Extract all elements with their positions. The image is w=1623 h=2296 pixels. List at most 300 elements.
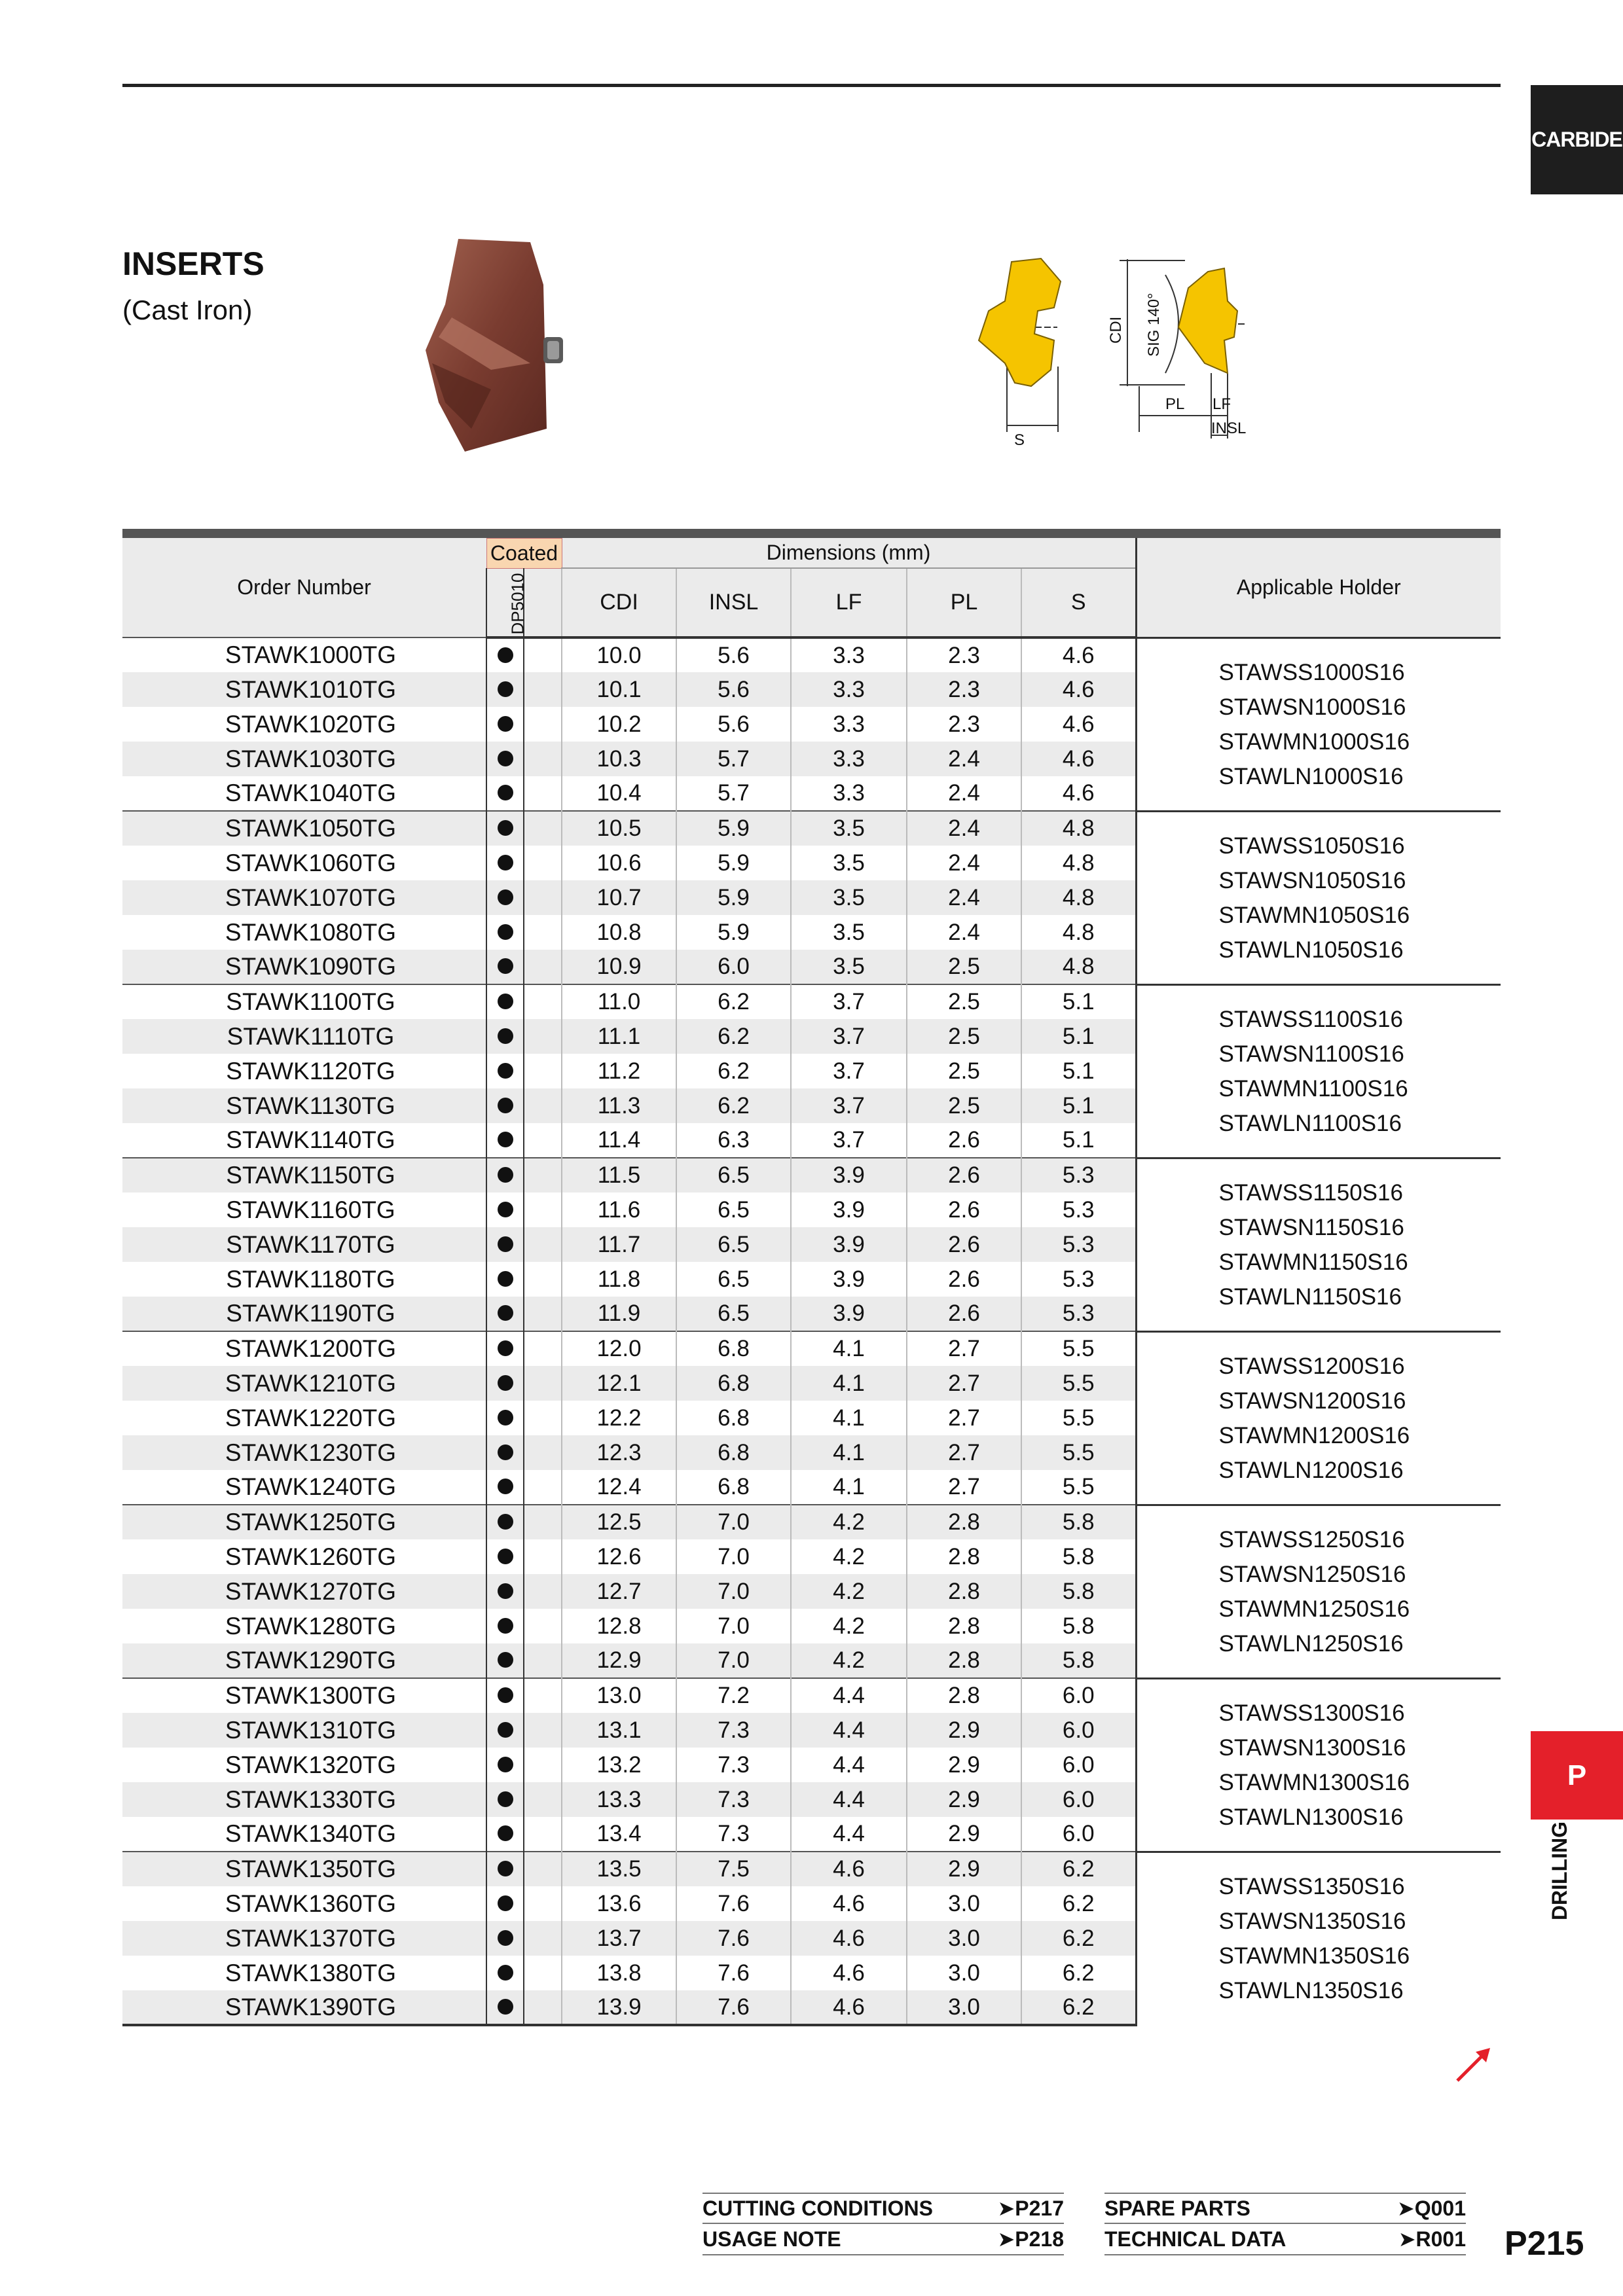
holder-code[interactable]: STAWSN1000S16 [1218,694,1406,720]
available-dot-icon [498,1098,513,1113]
s-cell: 5.3 [1021,1297,1136,1331]
cdi-cell: 12.3 [562,1435,676,1470]
insl-cell: 5.9 [676,915,791,950]
holder-code[interactable]: STAWSS1000S16 [1218,659,1405,685]
holder-code[interactable]: STAWMN1000S16 [1218,728,1410,755]
available-dot-icon [498,1167,513,1183]
pl-cell: 3.0 [907,1956,1021,1990]
insl-cell: 7.6 [676,1990,791,2025]
s-cell: 5.1 [1021,984,1136,1019]
available-dot-icon [498,889,513,905]
available-dot-icon [498,1479,513,1494]
page-subtitle: (Cast Iron) [122,295,253,325]
order-number-cell: STAWK1040TG [225,780,397,806]
s-cell: 6.2 [1021,1990,1136,2025]
available-dot-icon [498,958,513,974]
lf-cell: 3.9 [791,1227,907,1262]
pl-cell: 2.7 [907,1435,1021,1470]
order-number-cell: STAWK1350TG [122,1852,486,1886]
lf-cell: 3.3 [791,637,907,672]
order-number-cell: STAWK1060TG [225,849,397,876]
cdi-cell: 11.5 [562,1158,676,1193]
available-dot-icon [498,1375,513,1391]
order-number-cell: STAWK1240TG [225,1473,397,1500]
order-number-cell: STAWK1330TG [122,1782,486,1817]
holder-code[interactable]: STAWSN1050S16 [1218,867,1406,893]
availability-cell [486,1852,524,1886]
holder-code[interactable]: STAWLN1250S16 [1218,1630,1404,1657]
pl-cell: 2.8 [907,1643,1021,1678]
cdi-cell: 11.3 [562,1088,676,1123]
page-number: P215 [1504,2225,1584,2263]
available-dot-icon [498,1132,513,1147]
grade-spacer-cell [524,707,562,742]
insl-cell: 6.5 [676,1262,791,1297]
grade-spacer-cell [524,1193,562,1227]
order-number-cell: STAWK1160TG [226,1196,395,1223]
s-cell: 6.2 [1021,1852,1136,1886]
holder-code[interactable]: STAWMN1200S16 [1218,1422,1410,1448]
cdi-cell: 12.1 [562,1366,676,1401]
holder-code[interactable]: STAWSS1300S16 [1218,1700,1405,1726]
availability-cell [486,846,524,880]
top-rule [122,84,1501,87]
lf-cell: 4.2 [791,1609,907,1643]
available-dot-icon [498,1444,513,1460]
insl-cell: 7.3 [676,1817,791,1852]
holder-code[interactable]: STAWSN1350S16 [1218,1909,1406,1935]
order-number-cell: STAWK1100TG [122,984,486,1019]
order-number-cell: STAWK1170TG [122,1227,486,1262]
lf-cell: 3.3 [791,707,907,742]
insl-cell: 6.2 [676,1019,791,1054]
lf-cell: 4.4 [791,1782,907,1817]
insl-cell: 5.7 [676,776,791,811]
pl-cell: 2.5 [907,1019,1021,1054]
holder-code[interactable]: STAWLN1000S16 [1218,763,1404,789]
pl-cell: 2.7 [907,1470,1021,1505]
cdi-cell: 13.2 [562,1748,676,1782]
holder-code[interactable]: STAWLN1300S16 [1218,1804,1404,1830]
lf-cell: 4.2 [791,1539,907,1574]
s-cell: 5.8 [1021,1609,1136,1643]
availability-cell [486,1782,524,1817]
insl-cell: 6.2 [676,1088,791,1123]
applicable-holder-cell [1136,984,1501,1158]
pl-cell: 2.5 [907,1054,1021,1088]
availability-cell [486,1921,524,1956]
availability-cell [486,915,524,950]
lf-cell: 3.7 [791,1088,907,1123]
holder-code[interactable]: STAWSN1200S16 [1218,1388,1406,1414]
grade-spacer-cell [524,1852,562,1886]
order-number-cell: STAWK1110TG [122,1019,486,1054]
pl-cell: 2.3 [907,707,1021,742]
insl-cell: 7.3 [676,1782,791,1817]
insl-cell: 7.0 [676,1609,791,1643]
lf-cell: 4.1 [791,1331,907,1366]
availability-cell [486,1158,524,1193]
holder-code[interactable]: STAWLN1150S16 [1218,1283,1402,1310]
insert-dimension-diagram [969,249,1322,445]
holder-code[interactable]: STAWSN1100S16 [1218,1041,1404,1067]
s-cell: 4.8 [1021,811,1136,846]
order-number-cell: STAWK1020TG [225,710,397,738]
grade-spacer-cell [524,1158,562,1193]
grade-spacer-cell [524,1817,562,1852]
footer-link-usage-note[interactable]: USAGE NOTE ➤P218 [702,2224,1064,2255]
cdi-cell: 13.0 [562,1678,676,1713]
grade-spacer-cell [524,1331,562,1366]
s-cell: 5.5 [1021,1470,1136,1505]
lf-cell: 4.2 [791,1643,907,1678]
holder-code[interactable]: STAWLN1100S16 [1218,1110,1402,1136]
order-number-cell: STAWK1140TG [226,1126,395,1153]
insl-cell: 7.3 [676,1713,791,1748]
lf-cell: 4.6 [791,1990,907,2025]
col-cdi-header: CDI [562,568,676,637]
table-row [122,1678,1501,1713]
s-cell: 6.2 [1021,1921,1136,1956]
pl-cell: 2.4 [907,742,1021,776]
table-row [122,1505,1501,1539]
insl-cell: 6.5 [676,1193,791,1227]
availability-cell [486,1748,524,1782]
pl-cell: 2.8 [907,1539,1021,1574]
coated-header: Coated [486,538,562,568]
s-cell: 4.6 [1021,776,1136,811]
s-cell: 5.5 [1021,1366,1136,1401]
lf-cell: 4.6 [791,1921,907,1956]
order-number-cell: STAWK1390TG [122,1990,486,2025]
order-number-cell: STAWK1030TG [122,742,486,776]
order-number-cell: STAWK1360TG [225,1890,397,1917]
available-dot-icon [498,1861,513,1876]
cdi-cell: 11.8 [562,1262,676,1297]
s-cell: 6.0 [1021,1817,1136,1852]
insl-cell: 5.6 [676,637,791,672]
cdi-cell: 10.9 [562,950,676,984]
holder-code[interactable]: STAWSS1050S16 [1218,833,1405,859]
lf-cell: 4.4 [791,1748,907,1782]
cdi-cell: 13.4 [562,1817,676,1852]
cdi-cell: 12.2 [562,1401,676,1435]
cdi-cell: 13.1 [562,1713,676,1748]
available-dot-icon [498,1305,513,1321]
insl-cell: 7.3 [676,1748,791,1782]
footer-link-cutting-conditions[interactable]: CUTTING CONDITIONS ➤P217 [702,2193,1064,2224]
drilling-label: DRILLING [1548,1821,1572,1921]
grade-spacer-cell [524,1262,562,1297]
grade-spacer-cell [524,915,562,950]
availability-cell [486,1678,524,1713]
insl-cell: 5.6 [676,707,791,742]
cdi-cell: 13.5 [562,1852,676,1886]
lf-cell: 4.6 [791,1956,907,1990]
cdi-label: CDI [1107,316,1125,344]
grade-spacer-cell [524,1539,562,1574]
order-number-cell: STAWK1260TG [225,1543,397,1570]
applicable-holder-cell [1136,811,1501,984]
availability-cell [486,672,524,707]
grade-spacer-cell [524,1227,562,1262]
grade-spacer-cell [524,1019,562,1054]
holder-code[interactable]: STAWSS1200S16 [1218,1353,1405,1379]
availability-cell [486,1539,524,1574]
grade-spacer-cell [524,1748,562,1782]
insert-photo [412,232,570,455]
inserts-table [122,529,1501,2026]
order-number-cell: STAWK1050TG [122,811,486,846]
grade-spacer-cell [524,1713,562,1748]
order-number-cell: STAWK1220TG [225,1404,397,1431]
availability-cell [486,1470,524,1505]
holder-code[interactable]: STAWMN1050S16 [1218,902,1410,928]
pl-cell: 2.5 [907,950,1021,984]
lf-cell: 3.9 [791,1262,907,1297]
available-dot-icon [498,1063,513,1079]
footer-links-right [1104,2193,1466,2255]
table-row [122,811,1501,846]
availability-cell [486,1088,524,1123]
section-tab-p[interactable]: P [1531,1731,1623,1820]
available-dot-icon [498,647,513,663]
cdi-cell: 12.0 [562,1331,676,1366]
lf-cell: 4.6 [791,1852,907,1886]
order-number-cell: STAWK1190TG [122,1297,486,1331]
insl-cell: 6.5 [676,1158,791,1193]
cdi-cell: 11.7 [562,1227,676,1262]
s-cell: 5.1 [1021,1088,1136,1123]
pl-cell: 2.9 [907,1713,1021,1748]
order-number-cell: STAWK1000TG [122,637,486,672]
pl-cell: 2.9 [907,1852,1021,1886]
grade-spacer-cell [524,1782,562,1817]
holder-code[interactable]: STAWSS1350S16 [1218,1874,1405,1900]
holder-code[interactable]: STAWLN1200S16 [1218,1457,1404,1483]
cdi-cell: 10.2 [562,707,676,742]
pl-cell: 3.0 [907,1886,1021,1921]
lf-cell: 3.5 [791,915,907,950]
availability-cell [486,1054,524,1088]
holder-code[interactable]: STAWSS1100S16 [1218,1006,1403,1032]
pl-cell: 3.0 [907,1921,1021,1956]
availability-cell [486,1505,524,1539]
grade-spacer-cell [524,1956,562,1990]
col-lf-header: LF [791,568,907,637]
lf-cell: 3.9 [791,1297,907,1331]
grade-header: DP5010 [486,568,524,637]
cdi-cell: 11.4 [562,1123,676,1158]
insl-cell: 6.8 [676,1435,791,1470]
order-number-cell: STAWK1280TG [225,1612,397,1640]
footer-link-technical-data[interactable]: TECHNICAL DATA ➤R001 [1104,2224,1466,2255]
available-dot-icon [498,820,513,836]
available-dot-icon [498,1895,513,1911]
pl-cell: 2.8 [907,1678,1021,1713]
cdi-cell: 12.8 [562,1609,676,1643]
holder-code[interactable]: STAWSN1150S16 [1218,1214,1404,1240]
s-cell: 5.8 [1021,1505,1136,1539]
available-dot-icon [498,994,513,1009]
applicable-holder-cell [1136,637,1501,811]
pl-cell: 2.7 [907,1401,1021,1435]
holder-code[interactable]: STAWMN1350S16 [1218,1943,1410,1969]
applicable-holder-cell [1136,1158,1501,1331]
holder-code[interactable]: STAWMN1250S16 [1218,1596,1410,1622]
applicable-holder-header: Applicable Holder [1136,538,1501,637]
grade-spacer-cell [524,811,562,846]
s-cell: 5.3 [1021,1193,1136,1227]
pl-cell: 2.6 [907,1262,1021,1297]
grade-spacer-cell [524,1401,562,1435]
insl-cell: 6.8 [676,1401,791,1435]
order-number-cell: STAWK1320TG [225,1751,397,1778]
insl-cell: 7.2 [676,1678,791,1713]
cdi-cell: 12.5 [562,1505,676,1539]
cdi-cell: 10.6 [562,846,676,880]
pl-cell: 2.9 [907,1782,1021,1817]
order-number-cell: STAWK1010TG [122,672,486,707]
cdi-cell: 11.9 [562,1297,676,1331]
order-number-cell: STAWK1270TG [122,1574,486,1609]
available-dot-icon [498,716,513,732]
footer-links-left [702,2193,1064,2255]
s-cell: 5.1 [1021,1054,1136,1088]
grade-spacer-cell [524,742,562,776]
s-cell: 5.3 [1021,1158,1136,1193]
pl-cell: 3.0 [907,1990,1021,2025]
holder-code[interactable]: STAWMN1300S16 [1218,1769,1410,1795]
available-dot-icon [498,1618,513,1634]
insl-cell: 7.0 [676,1574,791,1609]
available-dot-icon [498,1549,513,1564]
cdi-cell: 13.3 [562,1782,676,1817]
pl-cell: 2.4 [907,811,1021,846]
pl-cell: 2.4 [907,846,1021,880]
s-cell: 4.8 [1021,880,1136,915]
cdi-cell: 10.4 [562,776,676,811]
order-number-cell: STAWK1210TG [122,1366,486,1401]
s-cell: 4.6 [1021,707,1136,742]
grade-spacer-cell [524,1470,562,1505]
insl-cell: 5.6 [676,672,791,707]
lf-cell: 4.2 [791,1505,907,1539]
available-dot-icon [498,1791,513,1807]
available-dot-icon [498,1410,513,1426]
cdi-cell: 13.8 [562,1956,676,1990]
grade-spacer-cell [524,1886,562,1921]
pl-label: PL [1165,395,1185,413]
lf-cell: 4.4 [791,1817,907,1852]
holder-code[interactable]: STAWMN1100S16 [1218,1075,1408,1102]
pl-cell: 2.3 [907,672,1021,707]
insl-cell: 7.6 [676,1886,791,1921]
cdi-cell: 10.8 [562,915,676,950]
pl-cell: 2.5 [907,1088,1021,1123]
lf-cell: 3.3 [791,742,907,776]
grade-spacer-cell [524,637,562,672]
lf-cell: 4.4 [791,1678,907,1713]
holder-code[interactable]: STAWLN1350S16 [1218,1978,1404,2004]
order-number-cell: STAWK1250TG [122,1505,486,1539]
grade-spacer-cell [524,1123,562,1158]
lf-cell: 4.1 [791,1366,907,1401]
cdi-cell: 10.0 [562,637,676,672]
available-dot-icon [498,751,513,766]
cdi-cell: 13.7 [562,1921,676,1956]
available-dot-icon [498,1202,513,1217]
cdi-cell: 12.6 [562,1539,676,1574]
grade-spacer-cell [524,1921,562,1956]
cdi-cell: 10.7 [562,880,676,915]
grade-spacer-cell [524,1297,562,1331]
pl-cell: 2.6 [907,1193,1021,1227]
insl-cell: 6.0 [676,950,791,984]
holder-code[interactable]: STAWSN1250S16 [1218,1561,1406,1587]
lf-cell: 3.7 [791,1123,907,1158]
grade-spacer-cell [524,1435,562,1470]
order-number-cell: STAWK1380TG [225,1959,397,1986]
holder-code[interactable]: STAWSS1250S16 [1218,1526,1405,1552]
next-arrow-icon[interactable] [1453,2045,1493,2085]
lf-label: LF [1213,395,1231,413]
cdi-cell: 13.6 [562,1886,676,1921]
grade-spacer-cell [524,1678,562,1713]
availability-cell [486,1956,524,1990]
applicable-holder-cell [1136,1505,1501,1678]
grade-spacer [524,568,562,637]
available-dot-icon [498,1514,513,1530]
holder-code[interactable]: STAWLN1050S16 [1218,937,1404,963]
s-cell: 6.0 [1021,1678,1136,1713]
s-cell: 6.0 [1021,1782,1136,1817]
s-cell: 4.6 [1021,672,1136,707]
availability-cell [486,1193,524,1227]
order-number-cell: STAWK1200TG [122,1331,486,1366]
pl-cell: 2.6 [907,1123,1021,1158]
insl-cell: 5.9 [676,811,791,846]
carbide-tab[interactable]: CARBIDE [1531,85,1623,194]
pl-cell: 2.6 [907,1227,1021,1262]
lf-cell: 3.5 [791,811,907,846]
order-number-cell: STAWK1370TG [122,1921,486,1956]
holder-code[interactable]: STAWSS1150S16 [1218,1179,1403,1206]
holder-code[interactable]: STAWSN1300S16 [1218,1734,1406,1761]
page-title: INSERTS [122,245,264,282]
s-cell: 6.2 [1021,1956,1136,1990]
grade-spacer-cell [524,1990,562,2025]
availability-cell [486,880,524,915]
pl-cell: 2.5 [907,984,1021,1019]
pl-cell: 2.9 [907,1748,1021,1782]
lf-cell: 3.7 [791,1019,907,1054]
availability-cell [486,637,524,672]
s-cell: 4.6 [1021,742,1136,776]
insl-cell: 6.8 [676,1366,791,1401]
grade-spacer-cell [524,1088,562,1123]
holder-code[interactable]: STAWMN1150S16 [1218,1249,1408,1275]
order-number-cell: STAWK1180TG [226,1265,395,1293]
footer-link-spare-parts[interactable]: SPARE PARTS ➤Q001 [1104,2193,1466,2224]
insl-cell: 5.9 [676,880,791,915]
insl-cell: 7.0 [676,1539,791,1574]
cdi-cell: 11.0 [562,984,676,1019]
s-cell: 6.2 [1021,1886,1136,1921]
lf-cell: 3.3 [791,672,907,707]
available-dot-icon [498,1583,513,1599]
table-row [122,1852,1501,1886]
